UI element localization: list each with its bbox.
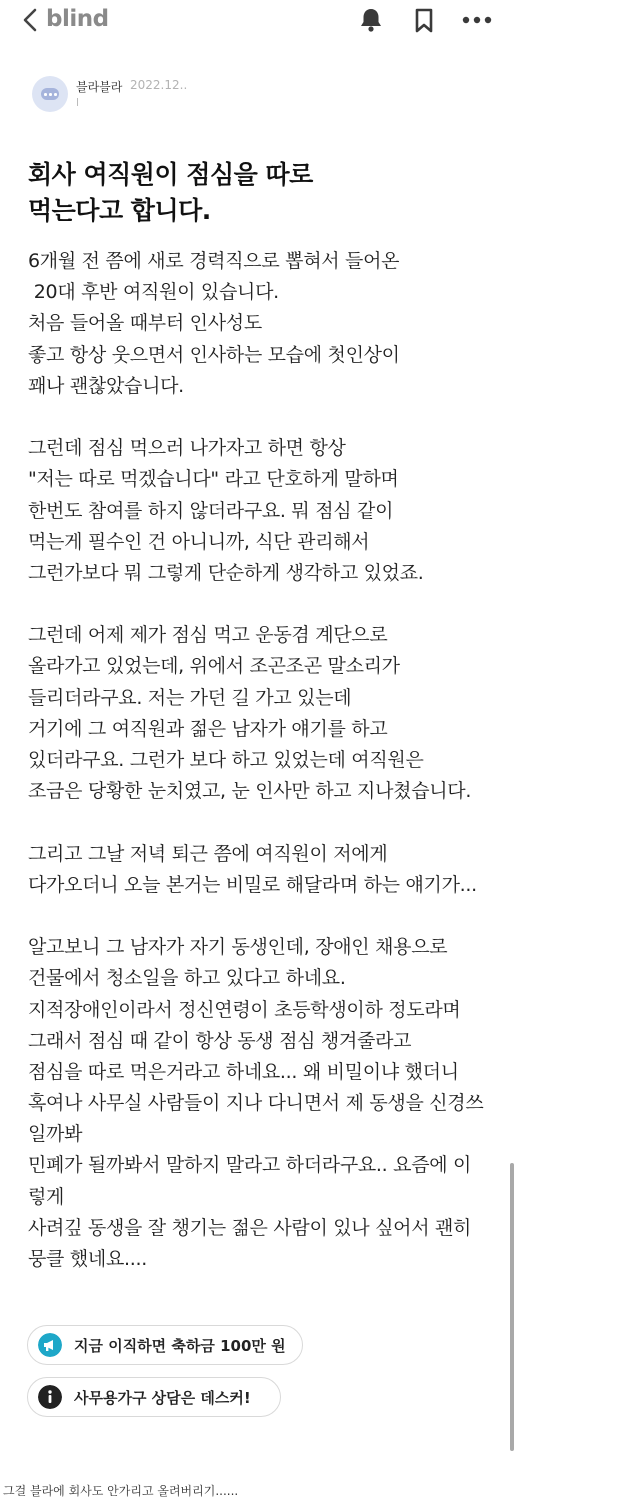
back-icon[interactable]	[20, 8, 40, 32]
post-body-line: 한번도 참여를 하지 않더라구요. 뭐 점심 같이	[28, 499, 394, 522]
post-body-line	[28, 807, 498, 838]
post-body-line: 그런데 점심 먹으러 나가자고 하면 항상	[28, 437, 346, 460]
post-body-line: 알고보니 그 남자가 자기 동생인데, 장애인 채용으로	[28, 936, 448, 959]
post-body-line: 그래서 점심 때 같이 항상 동생 점심 챙겨줄라고	[28, 1029, 412, 1052]
more-icon[interactable]	[462, 8, 492, 32]
post-body-line	[28, 901, 498, 932]
post-body-line: 좋고 항상 웃으면서 인사하는 모습에 첫인상이	[28, 343, 400, 366]
post-body-line: 다가오더니 오늘 본거는 비밀로 해달라며 하는 얘기가...	[28, 873, 477, 896]
brand-logo: blind	[46, 6, 109, 32]
post-body-line: 그런데 어제 제가 점심 먹고 운동겸 계단으로	[28, 624, 388, 647]
chat-bubble-icon	[41, 88, 59, 100]
post-body	[28, 246, 498, 1275]
post-body-line: 조금은 당황한 눈치였고, 눈 인사만 하고 지나쳤습니다.	[28, 780, 472, 803]
caption: 그걸 블라에 회사도 안가리고 올려버리기......	[3, 1484, 239, 1498]
post-body-line	[28, 589, 498, 620]
post-body-line: 거기에 그 여직원과 젊은 남자가 얘기를 하고	[28, 717, 388, 740]
post-body-line	[28, 402, 498, 433]
author-info	[32, 76, 492, 116]
post-body-line: 그리고 그날 저녁 퇴근 쯤에 여직원이 저에게	[28, 842, 388, 865]
author-name[interactable]: 블라블라	[76, 80, 123, 94]
avatar	[32, 76, 68, 112]
post-body-line: 6개월 전 쯤에 새로 경력직으로 뽑혀서 들어온	[28, 250, 400, 272]
ad-label: 사무용가구 상담은 데스커!	[74, 1389, 251, 1407]
scrollbar[interactable]	[510, 1163, 514, 1451]
post-body-line: 꽤나 괜찮았습니다.	[28, 374, 184, 397]
post-body-line: "저는 따로 먹겠습니다" 라고 단호하게 말하며	[28, 468, 399, 491]
post-body-line: 처음 들어올 때부터 인사성도	[28, 312, 262, 335]
info-icon	[38, 1385, 62, 1409]
post-body-line: 지적장애인이라서 정신연령이 초등학생이하 정도라며	[28, 998, 461, 1021]
post-body-line: 렇게	[28, 1185, 65, 1208]
top-bar	[0, 0, 640, 40]
ad-banner-desker[interactable]	[27, 1377, 281, 1417]
post-body-line: 올라가고 있었는데, 위에서 조곤조곤 말소리가	[28, 655, 400, 678]
post-date: 2022.12..	[130, 78, 188, 92]
post-title: 회사 여직원이 점심을 따로 먹는다고 합니다.	[28, 160, 313, 225]
post-body-line: 20대 후반 여직원이 있습니다.	[28, 281, 279, 304]
ad-label: 지금 이직하면 축하금 100만 원	[74, 1337, 286, 1355]
author-company: l	[76, 96, 80, 109]
bookmark-icon[interactable]	[413, 8, 435, 34]
post-body-line: 일까봐	[28, 1123, 83, 1146]
post-body-line: 사려깊 동생을 잘 챙기는 젊은 사람이 있나 싶어서 괜히	[28, 1216, 472, 1239]
post-body-line: 뭉클 했네요....	[28, 1248, 147, 1270]
post-body-line: 민폐가 될까봐서 말하지 말라고 하더라구요.. 요즘에 이	[28, 1154, 472, 1177]
post-body-line: 들리더라구요. 저는 가던 길 가고 있는데	[28, 686, 352, 709]
post-body-line: 혹여나 사무실 사람들이 지나 다니면서 제 동생을 신경쓰	[28, 1092, 484, 1115]
bell-icon[interactable]	[358, 7, 384, 33]
post-body-line: 그런가보다 뭐 그렇게 단순하게 생각하고 있었죠.	[28, 561, 424, 584]
post-body-line: 먹는게 필수인 건 아니니까, 식단 관리해서	[28, 530, 370, 553]
ad-banner-job[interactable]	[27, 1325, 303, 1365]
post-body-line: 있더라구요. 그런가 보다 하고 있었는데 여직원은	[28, 749, 424, 771]
post-body-line: 건물에서 청소일을 하고 있다고 하네요.	[28, 967, 346, 990]
post-body-line: 점심을 따로 먹은거라고 하네요... 왜 비밀이냐 했더니	[28, 1060, 459, 1083]
megaphone-icon	[38, 1333, 62, 1357]
